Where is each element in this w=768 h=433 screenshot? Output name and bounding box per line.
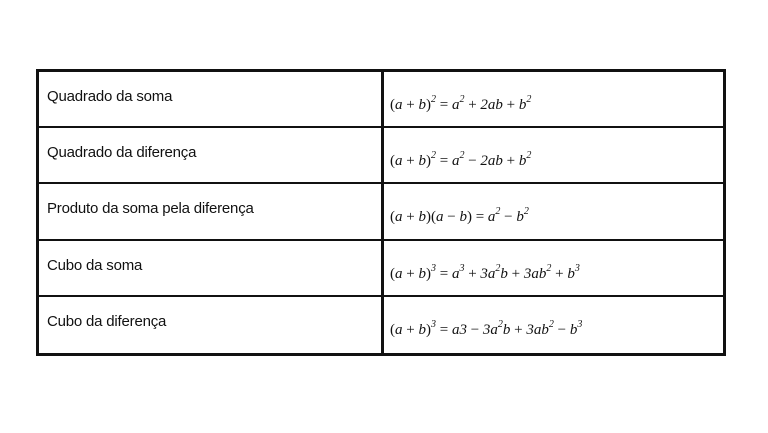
identity-name: Quadrado da soma <box>39 72 384 128</box>
identity-name: Produto da soma pela diferença <box>39 184 384 240</box>
identity-formula: $(a + b)^2 = a^2 + 2ab + b^2$ <box>384 72 723 128</box>
identity-name: Quadrado da diferença <box>39 128 384 184</box>
identity-formula: $(a + b)(a - b) = a^2 - b^2$ <box>384 184 723 240</box>
identity-formula: $(a + b)^2 = a^2 - 2ab + b^2$ <box>384 128 723 184</box>
identity-formula: $(a + b)^3 = a3 - 3a^2b + 3ab^2 - b^3$ <box>390 318 583 338</box>
identities-table <box>36 69 726 356</box>
identity-name: Cubo da diferença <box>39 297 384 353</box>
identity-name: Cubo da soma <box>39 241 384 297</box>
identity-formula: $(a + b)^3 = a^3 + 3a^2b + 3ab^2 + b^3$ <box>384 241 723 297</box>
